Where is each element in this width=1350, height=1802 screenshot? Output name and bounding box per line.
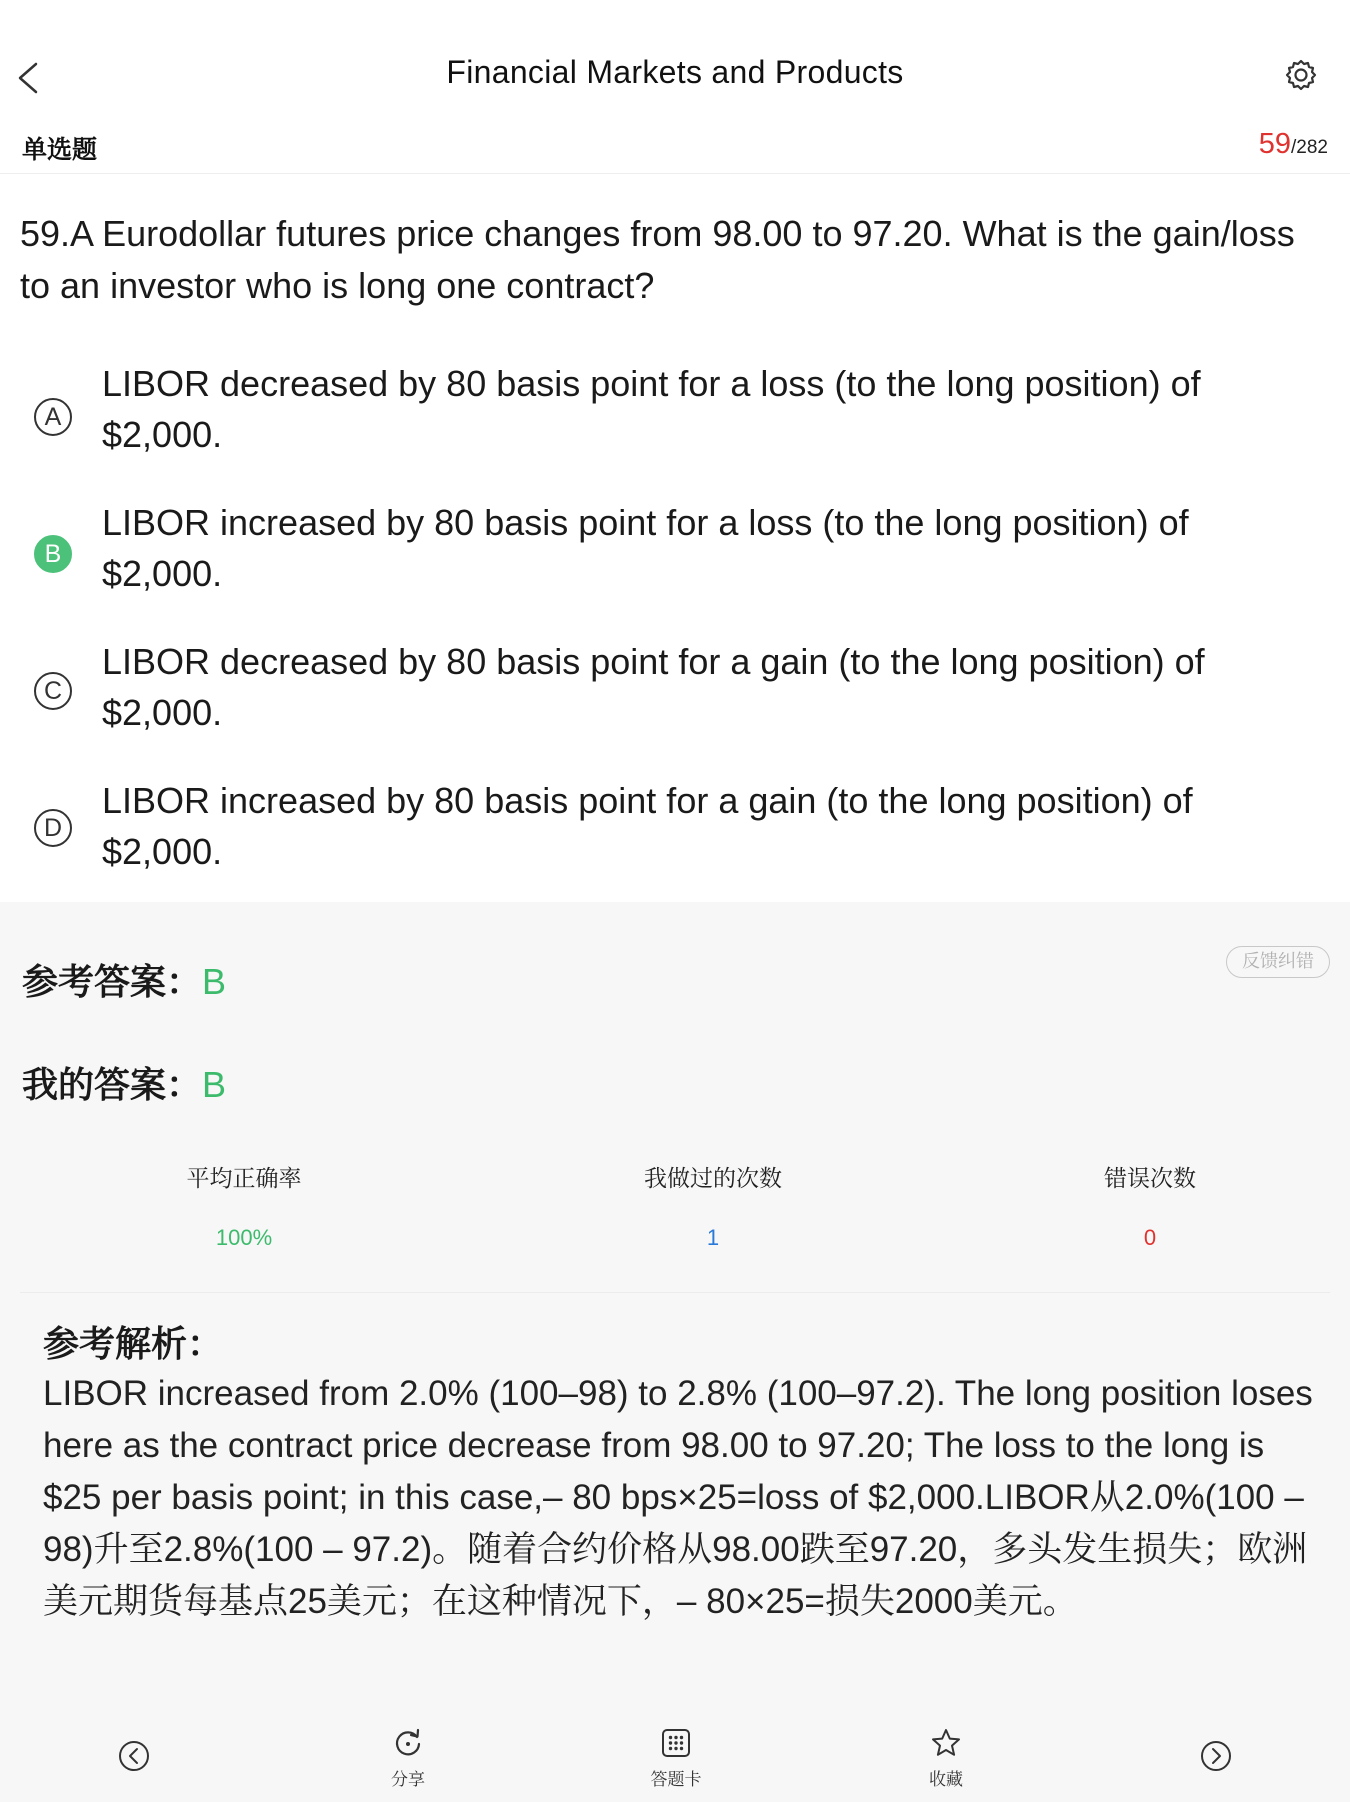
feedback-button[interactable]: 反馈纠错 [1226, 946, 1330, 978]
stat-attempt-count [563, 1160, 863, 1251]
option-b-marker: B [34, 535, 72, 573]
stat-attempt-count-value: 1 [706, 1225, 720, 1250]
star-icon [931, 1728, 961, 1758]
my-answer [22, 1057, 226, 1108]
previous-question-button[interactable] [118, 1740, 150, 1777]
option-b-text: LIBOR increased by 80 basis point for a loss (to the long position) of $2,000. [102, 502, 1189, 594]
stat-average-accuracy-value: 100% [215, 1225, 273, 1250]
favorite-button[interactable] [918, 1728, 974, 1790]
option-a-text: LIBOR decreased by 80 basis point for a loss (to the long position) of $2,000. [102, 363, 1201, 455]
my-answer-value: B [202, 1064, 227, 1105]
page-title: Financial Markets and Products [446, 54, 904, 90]
stat-attempt-count-label: 我做过的次数 [644, 1165, 782, 1191]
my-answer-label: 我的答案： [22, 1064, 203, 1105]
option-c[interactable] [0, 636, 1350, 775]
option-b[interactable] [0, 497, 1350, 636]
circle-chevron-right-icon [1200, 1740, 1232, 1772]
stat-error-count [1000, 1160, 1300, 1251]
analysis-section [43, 1320, 1323, 1628]
question-text: 59.A Eurodollar futures price changes from 98.00 to 97.20. What is the gain/loss to an investor who is long one contract? [20, 213, 1295, 306]
favorite-label: 收藏 [929, 1770, 963, 1789]
reference-answer [22, 954, 226, 1005]
analysis-body: LIBOR increased from 2.0% (100–98) to 2.8% (100–97.2). The long position loses here as the contract price decrease from 98.00 to 97.20; The loss to the long is $25 per basis point; in this case,– 80 bps×25=loss of $2,000.LIBOR从2.0%(100 – 98)升至2.8%(100 – 97.2)。随着合约价格从98.00跌至97.20，多头发生损失；欧洲美元期货每基点25美元；在这种情况下，– 80×25=损失2000美元。 [43, 1374, 1313, 1621]
stat-error-count-label: 错误次数 [1104, 1165, 1196, 1191]
question-info-bar [0, 128, 1350, 174]
option-c-marker: C [34, 672, 72, 710]
next-question-button[interactable] [1200, 1740, 1232, 1777]
stat-average-accuracy [94, 1160, 394, 1251]
answer-panel [0, 902, 1350, 1802]
answer-card-button[interactable] [645, 1728, 707, 1790]
stats-row [20, 1160, 1330, 1293]
share-button[interactable] [380, 1728, 436, 1790]
question-type-label: 单选题 [22, 136, 98, 164]
reference-answer-label: 参考答案： [22, 961, 203, 1002]
option-d[interactable] [0, 775, 1350, 914]
option-d-marker: D [34, 809, 72, 847]
reference-answer-value: B [202, 961, 227, 1002]
current-question-number: 59 [1258, 128, 1292, 160]
bottom-toolbar [0, 1718, 1350, 1802]
circle-chevron-left-icon [118, 1740, 150, 1772]
gear-icon [1284, 58, 1318, 92]
question-progress [1259, 128, 1328, 161]
top-nav-bar [0, 0, 1350, 130]
option-a[interactable] [0, 358, 1350, 497]
stat-error-count-value: 0 [1143, 1225, 1157, 1250]
share-label: 分享 [391, 1770, 425, 1789]
answer-card-label: 答题卡 [650, 1770, 702, 1789]
stat-average-accuracy-label: 平均正确率 [186, 1165, 302, 1191]
option-d-text: LIBOR increased by 80 basis point for a gain (to the long position) of $2,000. [102, 780, 1193, 872]
options-list [0, 358, 1350, 914]
settings-button[interactable] [1284, 58, 1318, 92]
total-question-count: /282 [1291, 137, 1328, 158]
grid-icon [661, 1728, 691, 1758]
option-a-marker: A [34, 398, 72, 436]
analysis-title: 参考解析： [43, 1323, 224, 1364]
option-c-text: LIBOR decreased by 80 basis point for a gain (to the long position) of $2,000. [102, 641, 1205, 733]
share-refresh-icon [393, 1728, 423, 1758]
